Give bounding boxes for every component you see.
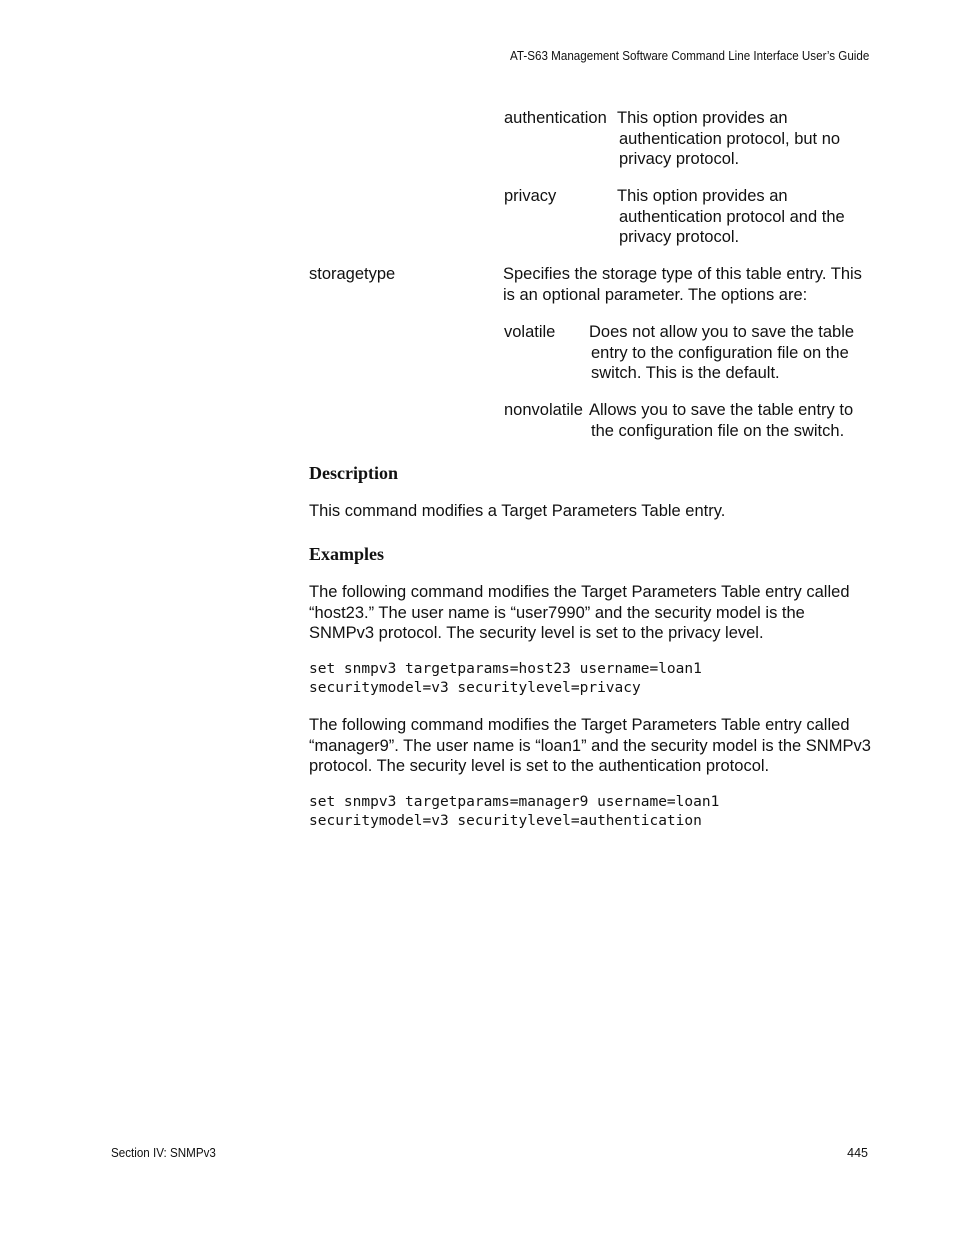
option-term-authentication: authentication (504, 109, 607, 127)
option-desc-volatile (589, 322, 874, 384)
option-term-volatile: volatile (504, 323, 556, 341)
option-term-nonvolatile: nonvolatile (504, 401, 583, 419)
description-text: This command modifies a Target Parameters Table entry. (309, 502, 726, 520)
running-header: AT-S63 Management Software Command Line Interface User’s Guide (509, 49, 869, 63)
option-term-privacy: privacy (504, 187, 557, 205)
example-1-code: set snmpv3 targetparams=host23 username=loan1 securitymodel=v3 securitylevel=privacy (309, 661, 702, 696)
example-2-code: set snmpv3 targetparams=manager9 username=loan1 securitymodel=v3 securitylevel=authentication (309, 794, 720, 829)
examples-heading: Examples (309, 544, 385, 564)
footer-section: Section IV: SNMPv3 (111, 1146, 216, 1160)
option-desc-privacy (617, 186, 872, 248)
description-heading: Description (309, 463, 398, 483)
option-desc-authentication (617, 108, 872, 170)
parameter-desc-storagetype: Specifies the storage type of this table entry. This is an optional parameter. The options are: (503, 265, 862, 304)
option-desc-first-line: Does not allow you to save the table (589, 323, 855, 341)
page-number: 445 (847, 1146, 868, 1160)
option-desc-rest: entry to the configuration file on the switch. This is the default. (591, 343, 849, 382)
option-desc-first-line: This option provides an (617, 109, 788, 127)
option-desc-rest: authentication protocol, but no privacy protocol. (619, 129, 841, 168)
parameter-name-storagetype: storagetype (309, 265, 396, 283)
option-desc-first-line: Allows you to save the table entry to (589, 401, 854, 419)
option-desc-nonvolatile (589, 400, 874, 441)
example-1-text: The following command modifies the Target Parameters Table entry called “host23.” The user name is “user7990” and the security model is the SNMPv3 protocol. The security level is set to the privacy level. (309, 583, 850, 642)
example-2-text: The following command modifies the Target Parameters Table entry called “manager9”. The user name is “loan1” and the security model is the SNMPv3 protocol. The security level is set to the authentication protocol. (309, 716, 871, 775)
option-desc-rest: authentication protocol and the privacy protocol. (619, 207, 845, 246)
option-desc-rest: the configuration file on the switch. (591, 421, 845, 440)
option-desc-first-line: This option provides an (617, 187, 788, 205)
